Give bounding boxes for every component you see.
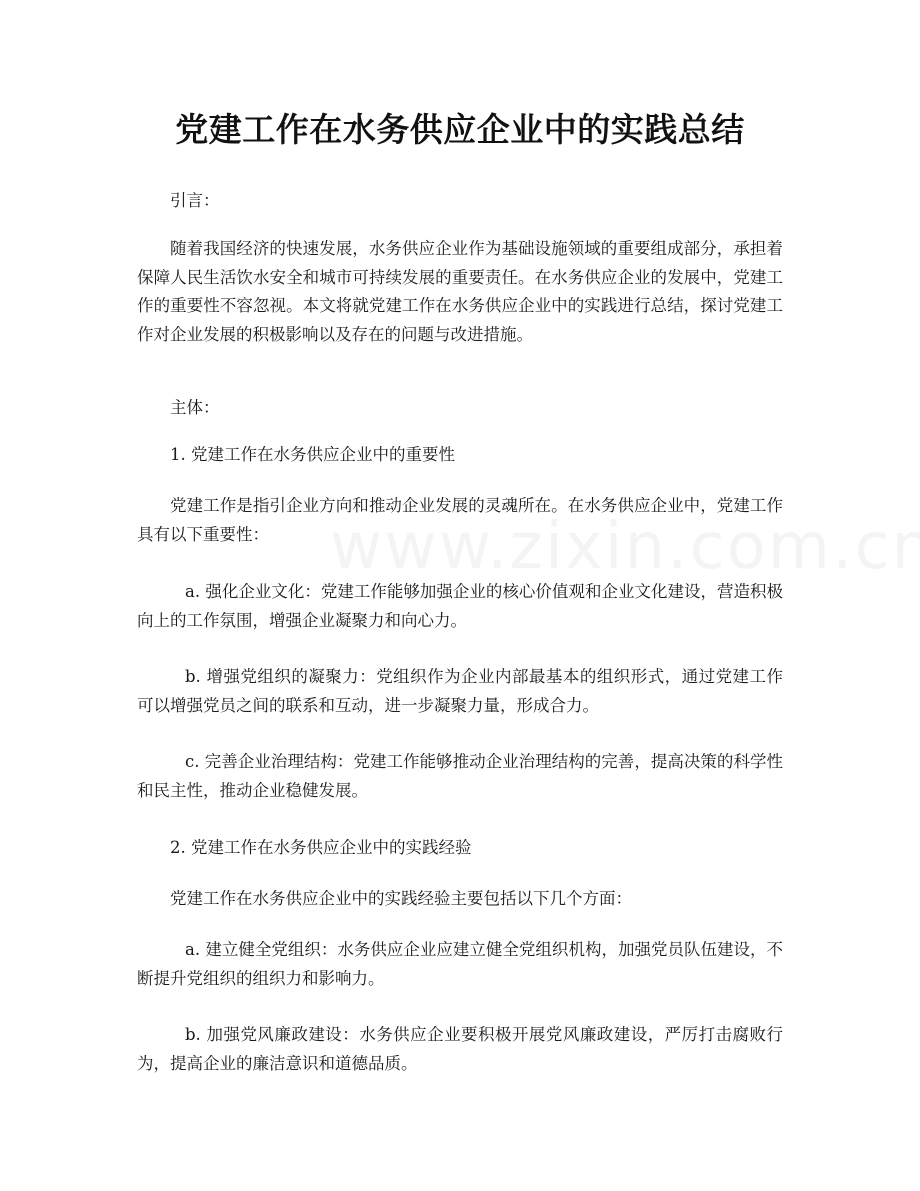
paragraph-section-1-intro: 党建工作是指引企业方向和推动企业发展的灵魂所在。在水务供应企业中，党建工作具有以下重要性：: [137, 496, 783, 544]
list-item-1a: a. 强化企业文化：党建工作能够加强企业的核心价值观和企业文化建设，营造积极向上的工作氛围，增强企业凝聚力和向心力。: [137, 582, 783, 630]
document-title: 党建工作在水务供应企业中的实践总结: [175, 110, 745, 149]
section-heading-1: 1. 党建工作在水务供应企业中的重要性: [170, 445, 455, 464]
paragraph-section-2-intro: 党建工作在水务供应企业中的实践经验主要包括以下几个方面：: [170, 889, 632, 908]
paragraph-intro-label: 引言：: [170, 191, 220, 210]
list-item-2b: b. 加强党风廉政建设：水务供应企业要积极开展党风廉政建设，严厉打击腐败行为，提高企业的廉洁意识和道德品质。: [137, 1025, 783, 1073]
list-item-1b: b. 增强党组织的凝聚力：党组织作为企业内部最基本的组织形式，通过党建工作可以增强党员之间的联系和互动，进一步凝聚力量，形成合力。: [137, 667, 783, 715]
section-heading-2: 2. 党建工作在水务供应企业中的实践经验: [170, 838, 472, 857]
paragraph-main-label: 主体：: [170, 398, 220, 417]
paragraph-intro-body: 随着我国经济的快速发展，水务供应企业作为基础设施领域的重要组成部分，承担着保障人民生活饮水安全和城市可持续发展的重要责任。在水务供应企业的发展中，党建工作的重要性不容忽视。本文将就党建工作在水务供应企业中的实践进行总结，探讨党建工作对企业发展的积极影响以及存在的问题与改进措施。: [137, 239, 783, 344]
list-item-1c: c. 完善企业治理结构：党建工作能够推动企业治理结构的完善，提高决策的科学性和民主性，推动企业稳健发展。: [137, 752, 783, 800]
list-item-2a: a. 建立健全党组织：水务供应企业应建立健全党组织机构，加强党员队伍建设，不断提升党组织的组织力和影响力。: [137, 940, 783, 988]
